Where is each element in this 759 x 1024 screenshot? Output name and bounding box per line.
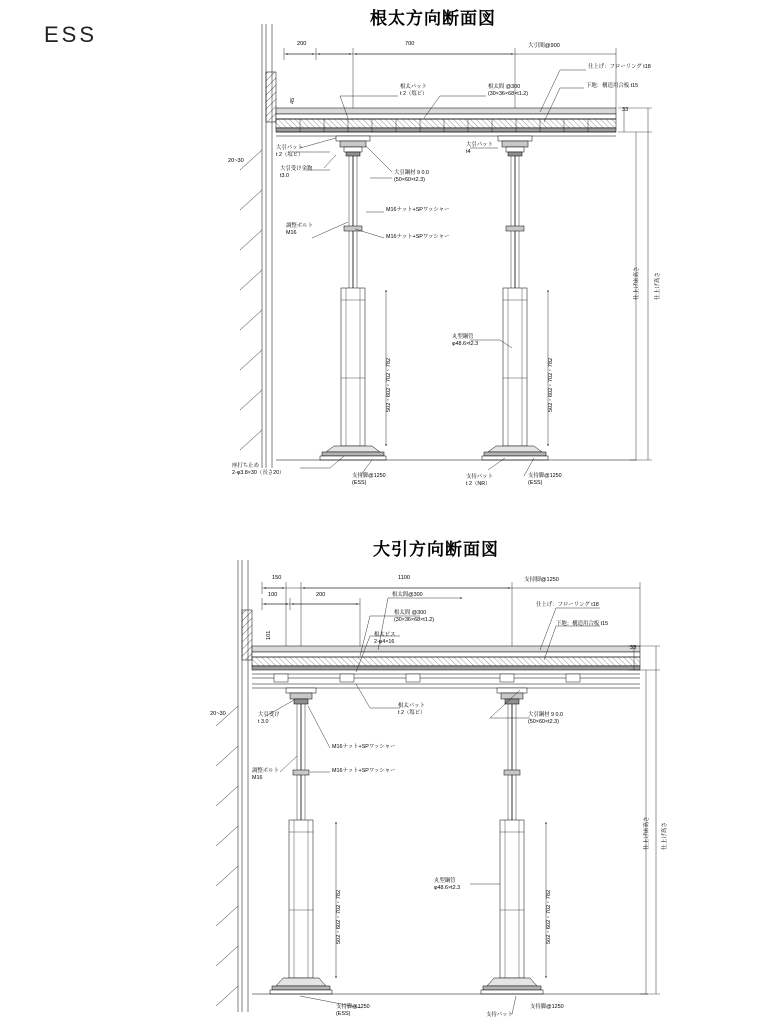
note-substrate-2: 下地：構造用合板 t15 [556,621,609,627]
dim-1100-2: 1100 [398,575,411,581]
note-joist-pad-1: 根太パット t 2（塩ビ） [400,84,428,98]
note-nut-washer-lower-2: M16ナット+SPワッシャー [332,768,396,774]
note-girder-pad-left-1: 大引パット t 2（塩ビ） [276,145,304,159]
note-adjust-bolt-2: 調整ボルト M16 [252,768,279,782]
note-support-spacing-right-2: 支持脚@1250 [530,1004,564,1010]
dim-floor-height-1: 仕上げ高さ [655,272,661,300]
note-round-pipe-1: 丸型鋼管 φ48.6×t2.3 [452,334,479,348]
note-support-spacing-right-1: 支持脚@1250 (ESS) [528,473,562,487]
note-adjust-bolt-1: 調整ボルト M16 [286,223,313,237]
note-joist-spacing-2: 根太間 @300 (30×36×68×t1.2) [394,610,435,624]
dim-floor-height-2: 仕上げ高さ [662,822,668,850]
note-base-pad-1: 支持パット t 2（NR） [466,474,493,488]
note-nut-washer-lower-1: M16ナット+SPワッシャー [386,234,450,240]
note-substrate-1: 下地：構造用合板 t15 [586,83,639,89]
note-anchor-screw-1: 座打ち止め 2-φ3.8×30（長さ20） [232,463,285,477]
note-nut-washer-upper-1: M16ナット+SPワッシャー [386,207,450,213]
dim-20-30-1: 20~30 [228,158,244,164]
note-nut-washer-upper-2: M16ナット+SPワッシャー [332,744,396,750]
note-joist-pad-2: 根太パット t 2（塩ビ） [398,703,426,717]
dim-ceiling-height-1: 仕上げ床高さ [634,266,640,300]
dim-150-2: 150 [272,575,282,581]
dim-700: 700 [405,41,415,47]
note-base-pad-2: 支持パット [486,1012,513,1018]
dim-ceiling-height-2: 仕上げ床高さ [644,816,650,850]
note-girder-stopper-1: 大引受け金物 t3.0 [280,166,313,180]
dim-200-2: 200 [316,592,326,598]
dim-100-2: 100 [268,592,278,598]
dim-support-1250-2: 支持脚@1250 [524,577,559,583]
note-girder-spec-2: 大引鋼材 9 0.0 (50×60×t2.3) [528,712,564,726]
dim-45-1: 45 [290,97,296,104]
dim-200: 200 [297,41,307,47]
dim-20-30-2: 20~30 [210,711,226,717]
note-girder-spec-1: 大引鋼材 9 0.0 (50×60×t2.3) [394,170,430,184]
dim-height-range-right-2: 502・602・702・782 [546,889,552,944]
note-support-spacing-left-2: 支持脚@1250 (ESS) [336,1004,370,1018]
dim-height-range-left-1: 502・602・702・782 [386,357,392,412]
note-support-spacing-left-1: 支持脚@1250 (ESS) [352,473,386,487]
note-finish-flooring-1: 仕上げ：フローリング t18 [588,64,651,70]
dim-height-range-right-1: 502・602・702・782 [548,357,554,412]
note-girder-stopper-2: 大引受け t 3.0 [258,712,280,726]
drawing-title-girder-section: 大引方向断面図 [373,540,499,559]
company-logo: ESS [44,22,98,47]
note-finish-flooring-2: 仕上げ：フローリング t18 [536,602,599,608]
dim-girder-900: 大引間@900 [528,43,560,49]
note-girder-receiver-right-1: 大引パット t4 [466,142,493,156]
note-round-pipe-2: 丸型鋼管 φ48.6×t2.3 [434,878,461,892]
note-joist-spacing-top-2: 根太間@300 [392,592,423,598]
dim-33-1: 33 [622,107,629,113]
drawing-title-joist-section: 根太方向断面図 [370,9,496,28]
note-joist-screw-2: 根太ビス 2-φ4×16 [374,632,396,646]
dim-height-range-left-2: 502・602・702・782 [336,889,342,944]
dim-101-2: 101 [266,630,272,640]
note-joist-spacing-1: 根太間 @300 (30×36×68×t1.2) [488,84,529,98]
dim-33-2: 33 [630,645,637,651]
